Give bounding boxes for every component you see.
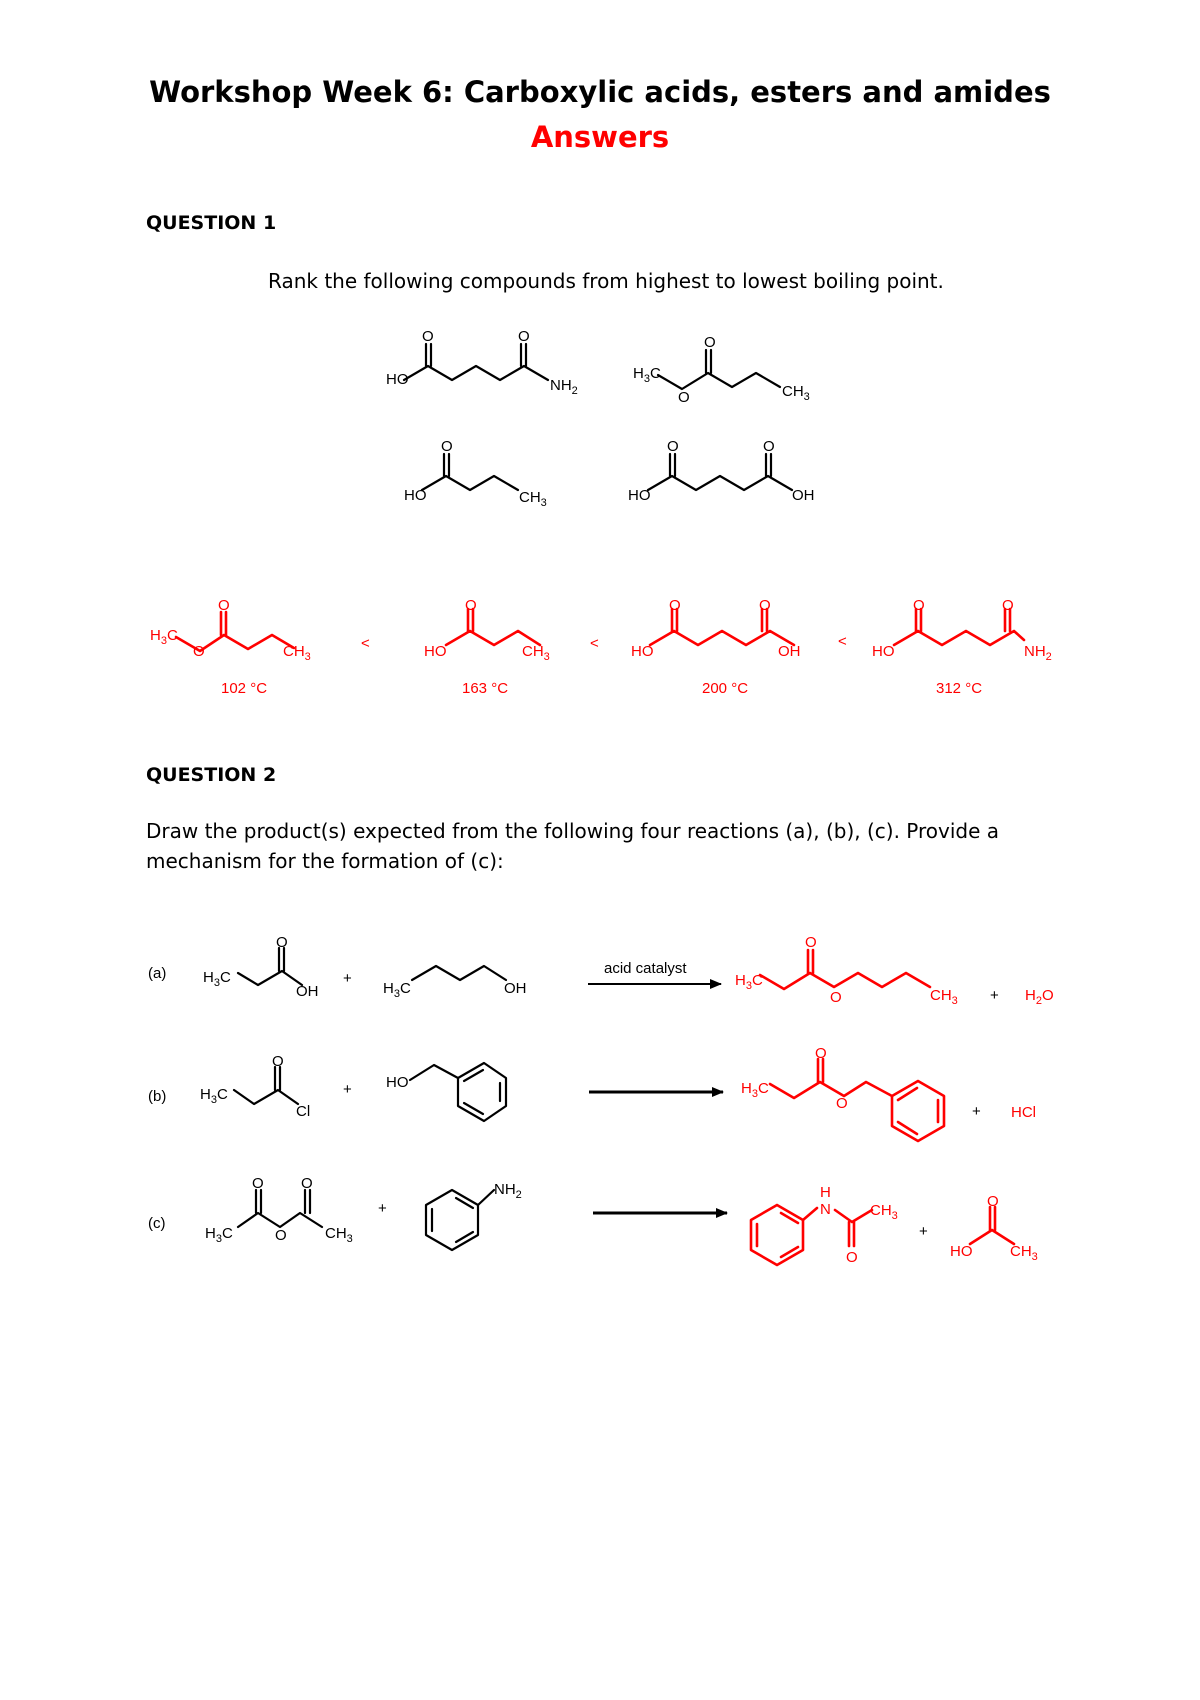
svg-text:H3C: $H_3C$ [200,1086,228,1106]
svg-text:O: O [193,643,205,660]
reactant-aniline [426,1181,522,1250]
product-benzyl-propanoate [741,1045,944,1141]
svg-text:O: O [763,438,775,455]
question-2-prompt-line-1: Draw the product(s) expected from the following four reactions (a), (b), (c). Provide a [146,819,1000,843]
question-1-heading: QUESTION 1 [146,212,277,234]
svg-text:CH3: $CH_3$ [870,1202,898,1222]
svg-text:O: O [275,1227,287,1244]
svg-text:HO: HO [424,643,447,660]
svg-text:H3C: $H_3C$ [383,980,411,1000]
svg-text:NH2: $NH_2$ [1024,643,1052,663]
bp-value: 312 °C [936,680,983,697]
svg-text:O: O [667,438,679,455]
compound-methyl-butanoate [633,334,810,406]
product-acetanilide [751,1184,898,1266]
svg-text:O: O [846,1249,858,1266]
less-than-sign: < [590,635,599,652]
product-butyl-propanoate [735,934,958,1007]
reactant-acetic-anhydride [205,1175,353,1245]
plus-sign: + [919,1223,928,1240]
svg-text:HO: HO [404,487,427,504]
svg-text:CH3: $CH_3$ [519,489,547,509]
svg-text:O: O [1002,597,1014,614]
svg-text:OH: OH [504,980,527,997]
answer-glutaric-acid [631,597,801,660]
svg-text:O: O [836,1095,848,1112]
svg-text:Cl: Cl [296,1103,311,1120]
bp-value: 200 °C [702,680,749,697]
svg-text:CH3: $CH_3$ [1010,1243,1038,1263]
svg-text:O: O [252,1175,264,1192]
compound-glutaric-acid [628,438,815,504]
svg-text:HO: HO [631,643,654,660]
reactant-butanol [383,966,527,1000]
svg-text:OH: OH [792,487,815,504]
bp-value: 102 °C [221,680,268,697]
svg-text:O: O [987,1193,999,1210]
plus-sign: + [972,1103,981,1120]
svg-text:CH3: $CH_3$ [522,643,550,663]
svg-text:O: O [276,934,288,951]
reactant-propanoyl-chloride [200,1053,310,1120]
question-1-prompt: Rank the following compounds from highest to lowest boiling point. [268,269,944,293]
less-than-sign: < [361,635,370,652]
product-acetic-acid [950,1193,1038,1263]
product-water: $H_2O$ [1025,987,1054,1007]
svg-text:CH3: $CH_3$ [782,383,810,403]
answer-butanoic-acid [424,597,550,663]
svg-text:H3C: $H_3C$ [741,1080,769,1100]
svg-text:O: O [815,1045,827,1062]
svg-text:O: O [704,334,716,351]
svg-text:HO: HO [628,487,651,504]
reactant-propanoic-acid [203,934,319,1000]
answer-methyl-butanoate [150,597,311,663]
product-hcl: HCl [1011,1104,1036,1121]
svg-text:O: O [669,597,681,614]
svg-text:NH2: $NH_2$ [494,1181,522,1201]
compound-butanoic-acid [404,438,547,509]
compound-glutaramic-acid [386,328,578,397]
svg-text:O: O [441,438,453,455]
reaction-c-label: (c) [148,1215,166,1232]
svg-text:H3C: $H_3C$ [735,972,763,992]
svg-text:O: O [805,934,817,951]
svg-text:O: O [678,389,690,406]
answer-glutaramic-acid [872,597,1052,663]
svg-text:O: O [518,328,530,345]
page-title: Workshop Week 6: Carboxylic acids, esters and amides [149,75,1051,109]
reaction-a-label: (a) [148,965,167,982]
reaction-b-label: (b) [148,1088,167,1105]
plus-sign: + [378,1200,387,1217]
page-subtitle: Answers [530,120,670,154]
svg-text:HO: HO [386,371,409,388]
svg-text:OH: OH [778,643,801,660]
reactant-benzyl-alcohol [386,1063,506,1121]
svg-text:CH3: $CH_3$ [930,987,958,1007]
bp-value: 163 °C [462,680,509,697]
svg-text:HO: HO [386,1074,409,1091]
svg-text:O: O [830,989,842,1006]
svg-text:O: O [301,1175,313,1192]
svg-text:CH3: $CH_3$ [283,643,311,663]
svg-text:N: N [820,1201,831,1218]
less-than-sign: < [838,633,847,650]
svg-text:CH3: $CH_3$ [325,1225,353,1245]
svg-text:O: O [218,597,230,614]
svg-text:O: O [422,328,434,345]
question-2-heading: QUESTION 2 [146,764,277,786]
svg-text:HO: HO [950,1243,973,1260]
plus-sign: + [343,1081,352,1098]
svg-text:O: O [759,597,771,614]
svg-text:H3C: $H_3C$ [203,969,231,989]
svg-text:H: H [820,1184,831,1201]
svg-text:O: O [913,597,925,614]
svg-text:O: O [465,597,477,614]
svg-text:NH2: $NH_2$ [550,377,578,397]
question-2-prompt-line-2: mechanism for the formation of (c): [146,849,504,873]
arrow-label: acid catalyst [604,960,687,977]
svg-text:H3C: $H_3C$ [150,627,178,647]
svg-text:H3C: $H_3C$ [205,1225,233,1245]
svg-text:OH: OH [296,983,319,1000]
svg-text:HO: HO [872,643,895,660]
plus-sign: + [343,970,352,987]
plus-sign: + [990,987,999,1004]
svg-text:O: O [272,1053,284,1070]
svg-text:H3C: $H_3C$ [633,365,661,385]
